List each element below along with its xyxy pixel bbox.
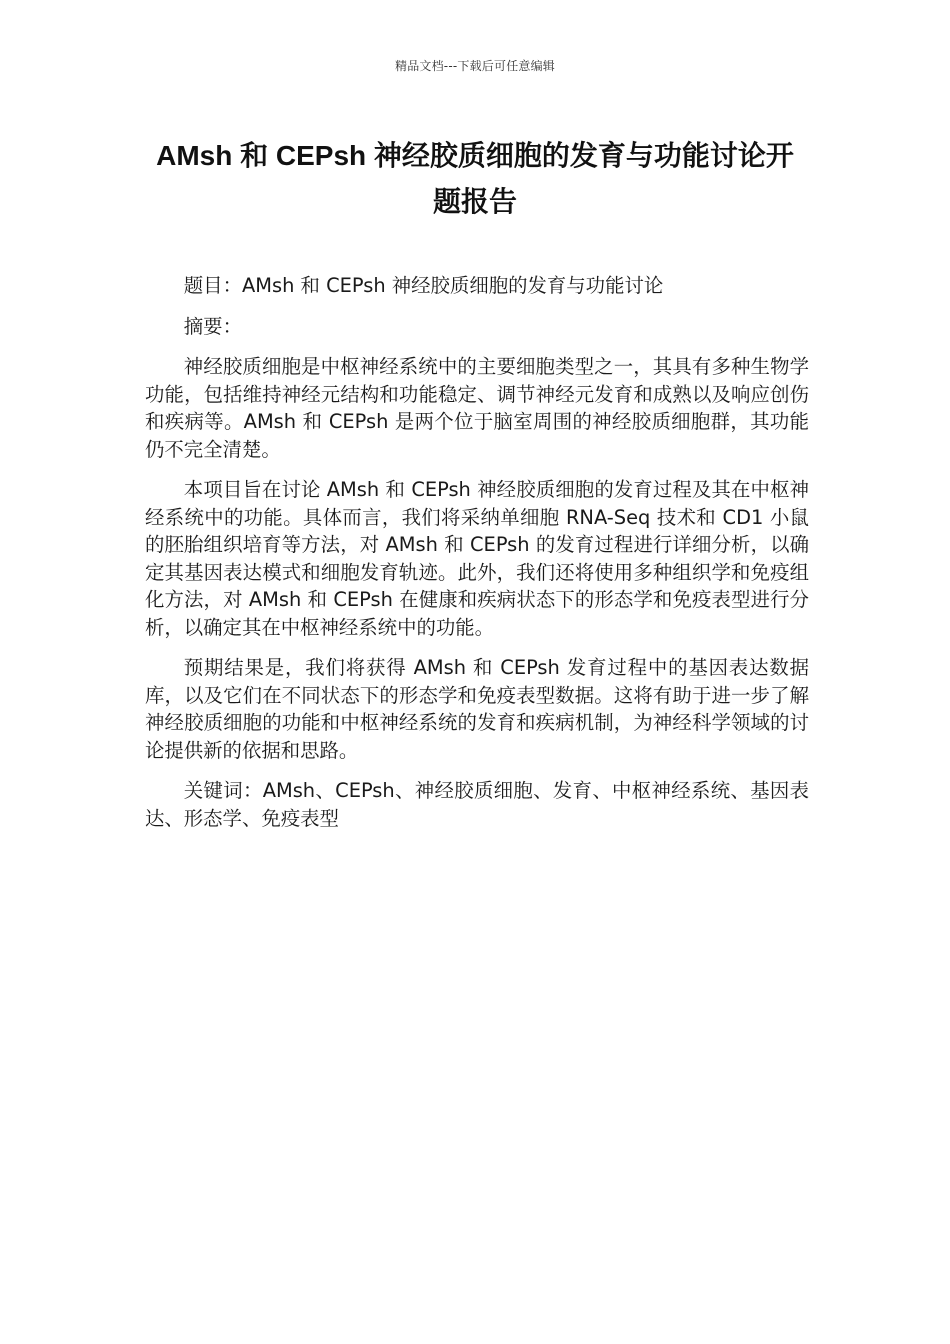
abstract-paragraph-3: 预期结果是，我们将获得 AMsh 和 CEPsh 发育过程中的基因表达数据库，以及它们在不同状态下的形态学和免疫表型数据。这将有助于进一步了解神经胶质细胞的功能和中枢神经系统的发育和疾病机制，为神经科学领域的讨论提供新的依据和思路。 [145, 656, 809, 762]
keywords-line: 关键词：AMsh、CEPsh、神经胶质细胞、发育、中枢神经系统、基因表达、形态学、免疫表型 [145, 779, 809, 830]
abstract-paragraph-1: 神经胶质细胞是中枢神经系统中的主要细胞类型之一，其具有多种生物学功能，包括维持神经元结构和功能稳定、调节神经元发育和成熟以及响应创伤和疾病等。AMsh 和 CEPsh 是两个位于脑室周围的神经胶质细胞群，其功能仍不完全清楚。 [145, 355, 809, 461]
document-title: AMsh 和 CEPsh 神经胶质细胞的发育与功能讨论开题报告 [156, 140, 794, 217]
document-body [145, 272, 809, 845]
abstract-label: 摘要： [183, 314, 242, 338]
subject-line: 题目：AMsh 和 CEPsh 神经胶质细胞的发育与功能讨论 [183, 274, 664, 297]
abstract-paragraph-2: 本项目旨在讨论 AMsh 和 CEPsh 神经胶质细胞的发育过程及其在中枢神经系统中的功能。具体而言，我们将采纳单细胞 RNA-Seq 技术和 CD1 小鼠的胚胎组织培育等方法，对 AMsh 和 CEPsh 的发育过程进行详细分析，以确定其基因表达模式和细胞发育轨迹。此外，我们还将使用多种组织学和免疫组化方法，对 AMsh 和 CEPsh 在健康和疾病状态下的形态学和免疫表型进行分析，以确定其在中枢神经系统中的功能。 [145, 478, 809, 639]
page-header: 精品文档---下载后可任意编辑 [395, 59, 555, 73]
